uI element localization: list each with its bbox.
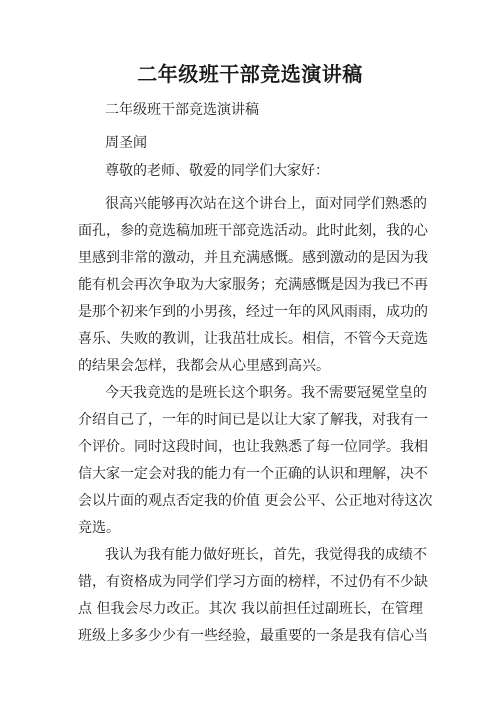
paragraph-line: 个评价。同时这段时间，也让我熟悉了每一位同学。我相 — [78, 439, 428, 455]
paragraph-line: 错，有资格成为同学们学习方面的榜样，不过仍有不少缺 — [78, 574, 428, 590]
greeting: 尊敬的老师、敬爱的同学们大家好： — [105, 163, 329, 179]
paragraph-line: 喜乐、失败的教训，让我茁壮成长。相信，不管今天竞选 — [78, 331, 428, 347]
paragraph-line: 介绍自己了，一年的时间已是以让大家了解我，对我有一 — [78, 412, 428, 428]
paragraph-line: 今天我竞选的是班长这个职务。我不需要冠冕堂皇的 — [105, 385, 427, 401]
paragraph-line: 能有机会再次争取为大家服务；充满感慨是因为我已不再 — [78, 277, 428, 293]
paragraph-line: 点 但我会尽力改正。其次 我以前担任过副班长，在管理 — [78, 601, 423, 617]
document-title: 二年级班干部竞选演讲稿 — [137, 62, 363, 86]
document-subtitle: 二年级班干部竞选演讲稿 — [105, 102, 259, 118]
paragraph-line: 里感到非常的激动，并且充满感慨。感到激动的是因为我 — [78, 250, 428, 266]
paragraph-line: 的结果会怎样，我都会从心里感到高兴。 — [78, 358, 330, 374]
author-name: 周圣闻 — [105, 135, 147, 151]
paragraph-line: 是那个初来乍到的小男孩，经过一年的风风雨雨，成功的 — [78, 304, 428, 320]
paragraph-line: 竞选。 — [78, 520, 120, 536]
paragraph-line: 很高兴能够再次站在这个讲台上，面对同学们熟悉的 — [105, 196, 427, 212]
paragraph-line: 信大家一定会对我的能力有一个正确的认识和理解，决不 — [78, 466, 428, 482]
paragraph-line: 会以片面的观点否定我的价值 更会公平、公正地对待这次 — [78, 493, 433, 509]
paragraph-line: 班级上多多少少有一些经验，最重要的一条是我有信心当 — [78, 628, 428, 644]
paragraph-line: 我认为我有能力做好班长，首先，我觉得我的成绩不 — [105, 547, 427, 563]
paragraph-line: 面孔，参的竞选稿加班干部竞选活动。此时此刻，我的心 — [78, 223, 428, 239]
